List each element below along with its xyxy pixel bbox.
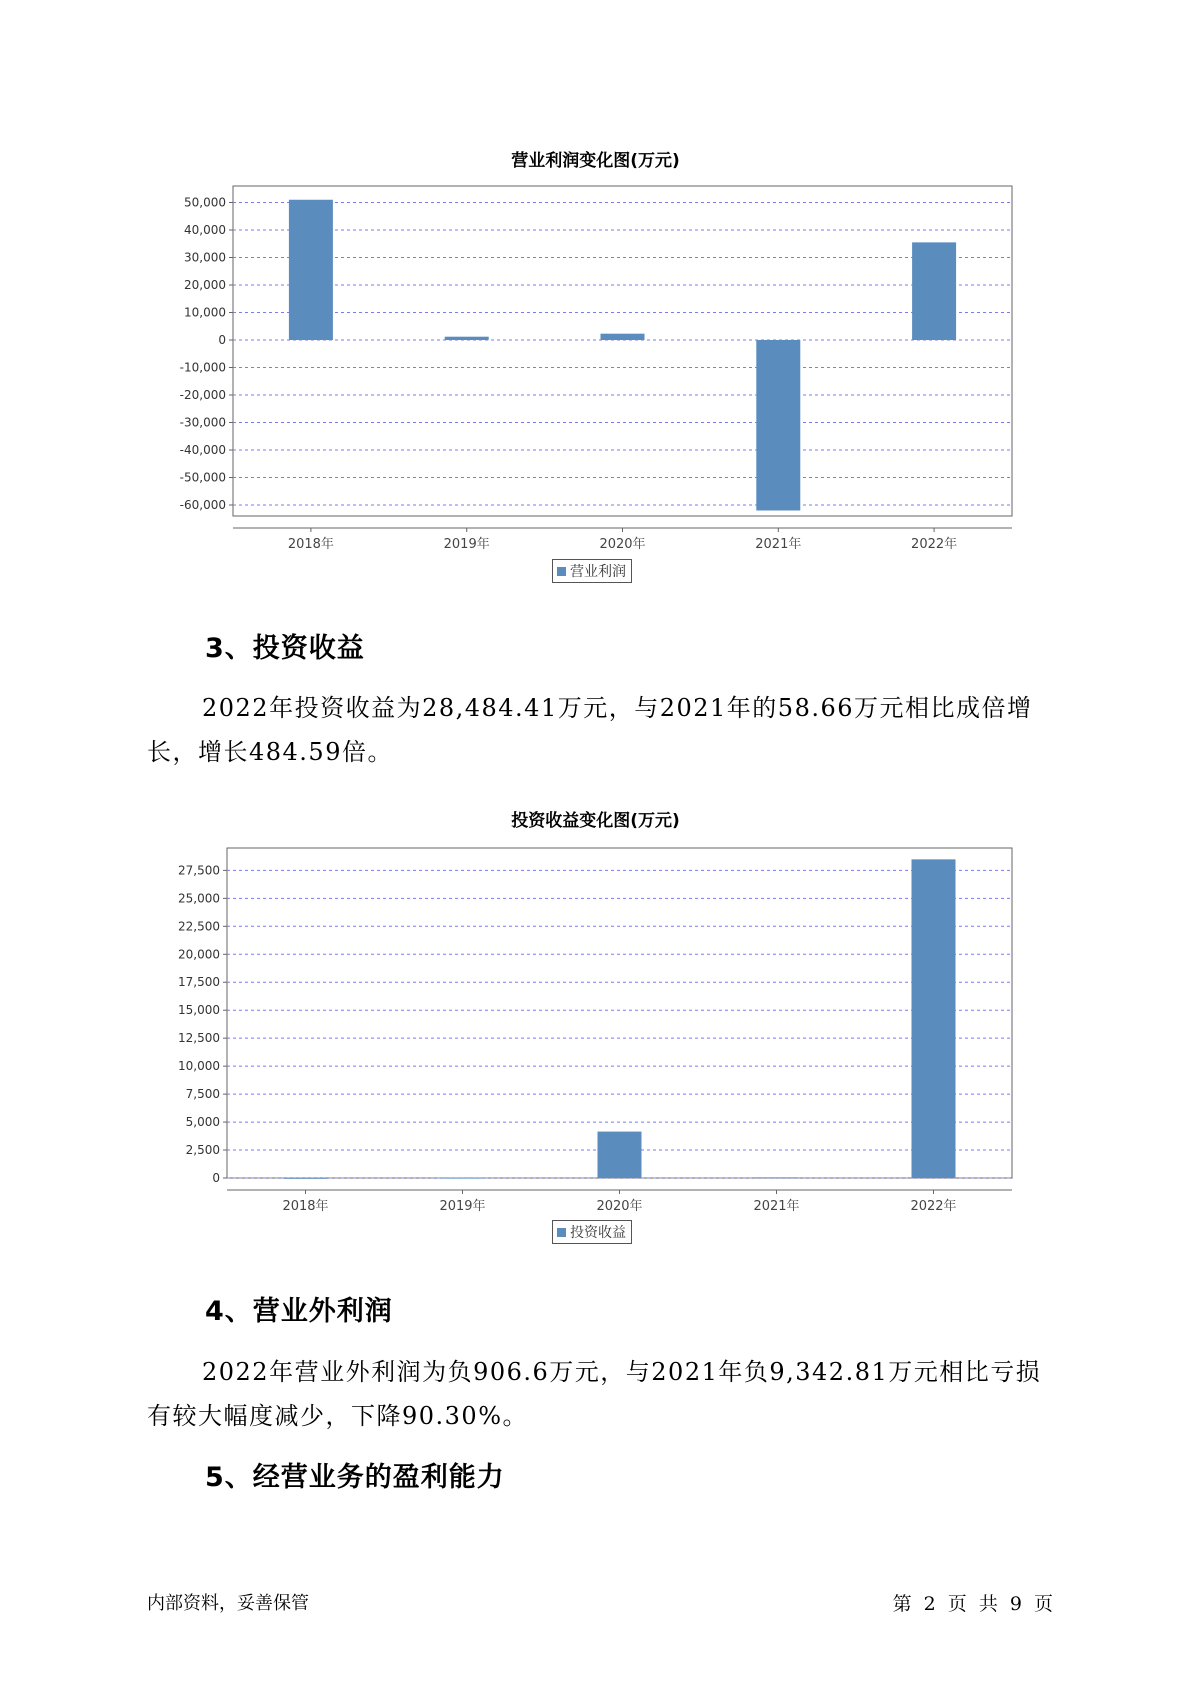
x-tick-label: 2018年	[287, 537, 334, 552]
x-tick-label: 2018年	[282, 1199, 329, 1214]
x-tick-label: 2021年	[755, 537, 802, 552]
chart2-legend-label: 投资收益	[570, 1225, 626, 1241]
paragraph-line: 长，增长484.59倍。	[147, 738, 393, 766]
x-tick-label: 2021年	[753, 1199, 800, 1214]
heading-business-profitability: 5、经营业务的盈利能力	[205, 1462, 505, 1493]
x-tick-label: 2019年	[443, 537, 490, 552]
heading-investment-income: 3、投资收益	[205, 633, 365, 664]
y-tick-label: -60,000	[179, 498, 226, 512]
bar	[284, 1178, 328, 1179]
y-tick-label: 27,500	[178, 863, 220, 878]
bar	[441, 1178, 485, 1179]
paragraph-line: 2022年投资收益为28,484.41万元，与2021年的58.66万元相比成倍增	[202, 694, 1033, 722]
y-tick-label: 22,500	[178, 919, 220, 934]
y-tick-label: 10,000	[178, 1059, 220, 1074]
footer-confidential-note: 内部资料，妥善保管	[147, 1593, 309, 1614]
x-tick-label: 2022年	[911, 537, 958, 552]
paragraph-line: 2022年营业外利润为负906.6万元，与2021年负9,342.81万元相比亏损	[202, 1358, 1042, 1386]
x-tick-label: 2020年	[599, 537, 646, 552]
y-tick-label: 7,500	[185, 1087, 220, 1102]
chart2-legend	[552, 1220, 632, 1244]
heading-non-operating-profit: 4、营业外利润	[205, 1296, 393, 1327]
bar	[755, 1177, 799, 1178]
chart2-title: 投资收益变化图(万元)	[511, 811, 680, 831]
x-tick-label: 2022年	[910, 1199, 957, 1214]
legend-swatch	[557, 1228, 566, 1237]
plot-frame	[227, 848, 1012, 1178]
y-tick-label: 12,500	[178, 1031, 220, 1046]
x-tick-label: 2020年	[596, 1199, 643, 1214]
y-tick-label: 30,000	[184, 250, 226, 265]
y-tick-label: -10,000	[179, 360, 226, 375]
y-tick-label: 25,000	[178, 891, 220, 906]
y-tick-label: 10,000	[184, 305, 226, 320]
y-tick-label: -30,000	[179, 415, 226, 430]
y-tick-label: 0	[212, 1171, 220, 1185]
y-tick-label: 0	[218, 333, 226, 347]
chart1-legend-label: 营业利润	[570, 564, 626, 580]
footer-page-number: 第 2 页 共 9 页	[892, 1593, 1053, 1615]
y-tick-label: 2,500	[185, 1143, 220, 1158]
y-tick-label: 17,500	[178, 975, 220, 990]
y-tick-label: 50,000	[184, 195, 226, 210]
y-tick-label: 15,000	[178, 1003, 220, 1018]
y-tick-label: -20,000	[179, 388, 226, 402]
bar	[912, 859, 956, 1178]
y-tick-label: 40,000	[184, 223, 226, 237]
y-tick-label: -50,000	[179, 470, 226, 485]
paragraph-non-operating-profit	[147, 1350, 1067, 1438]
x-tick-label: 2019年	[439, 1199, 486, 1214]
y-tick-label: 20,000	[184, 278, 226, 292]
y-tick-label: 5,000	[185, 1115, 220, 1130]
paragraph-line: 有较大幅度减少，下降90.30%。	[147, 1402, 529, 1430]
chart1-title: 营业利润变化图(万元)	[511, 151, 680, 171]
y-tick-label: 20,000	[178, 947, 220, 962]
bar	[598, 1132, 642, 1178]
y-tick-label: -40,000	[179, 443, 226, 457]
